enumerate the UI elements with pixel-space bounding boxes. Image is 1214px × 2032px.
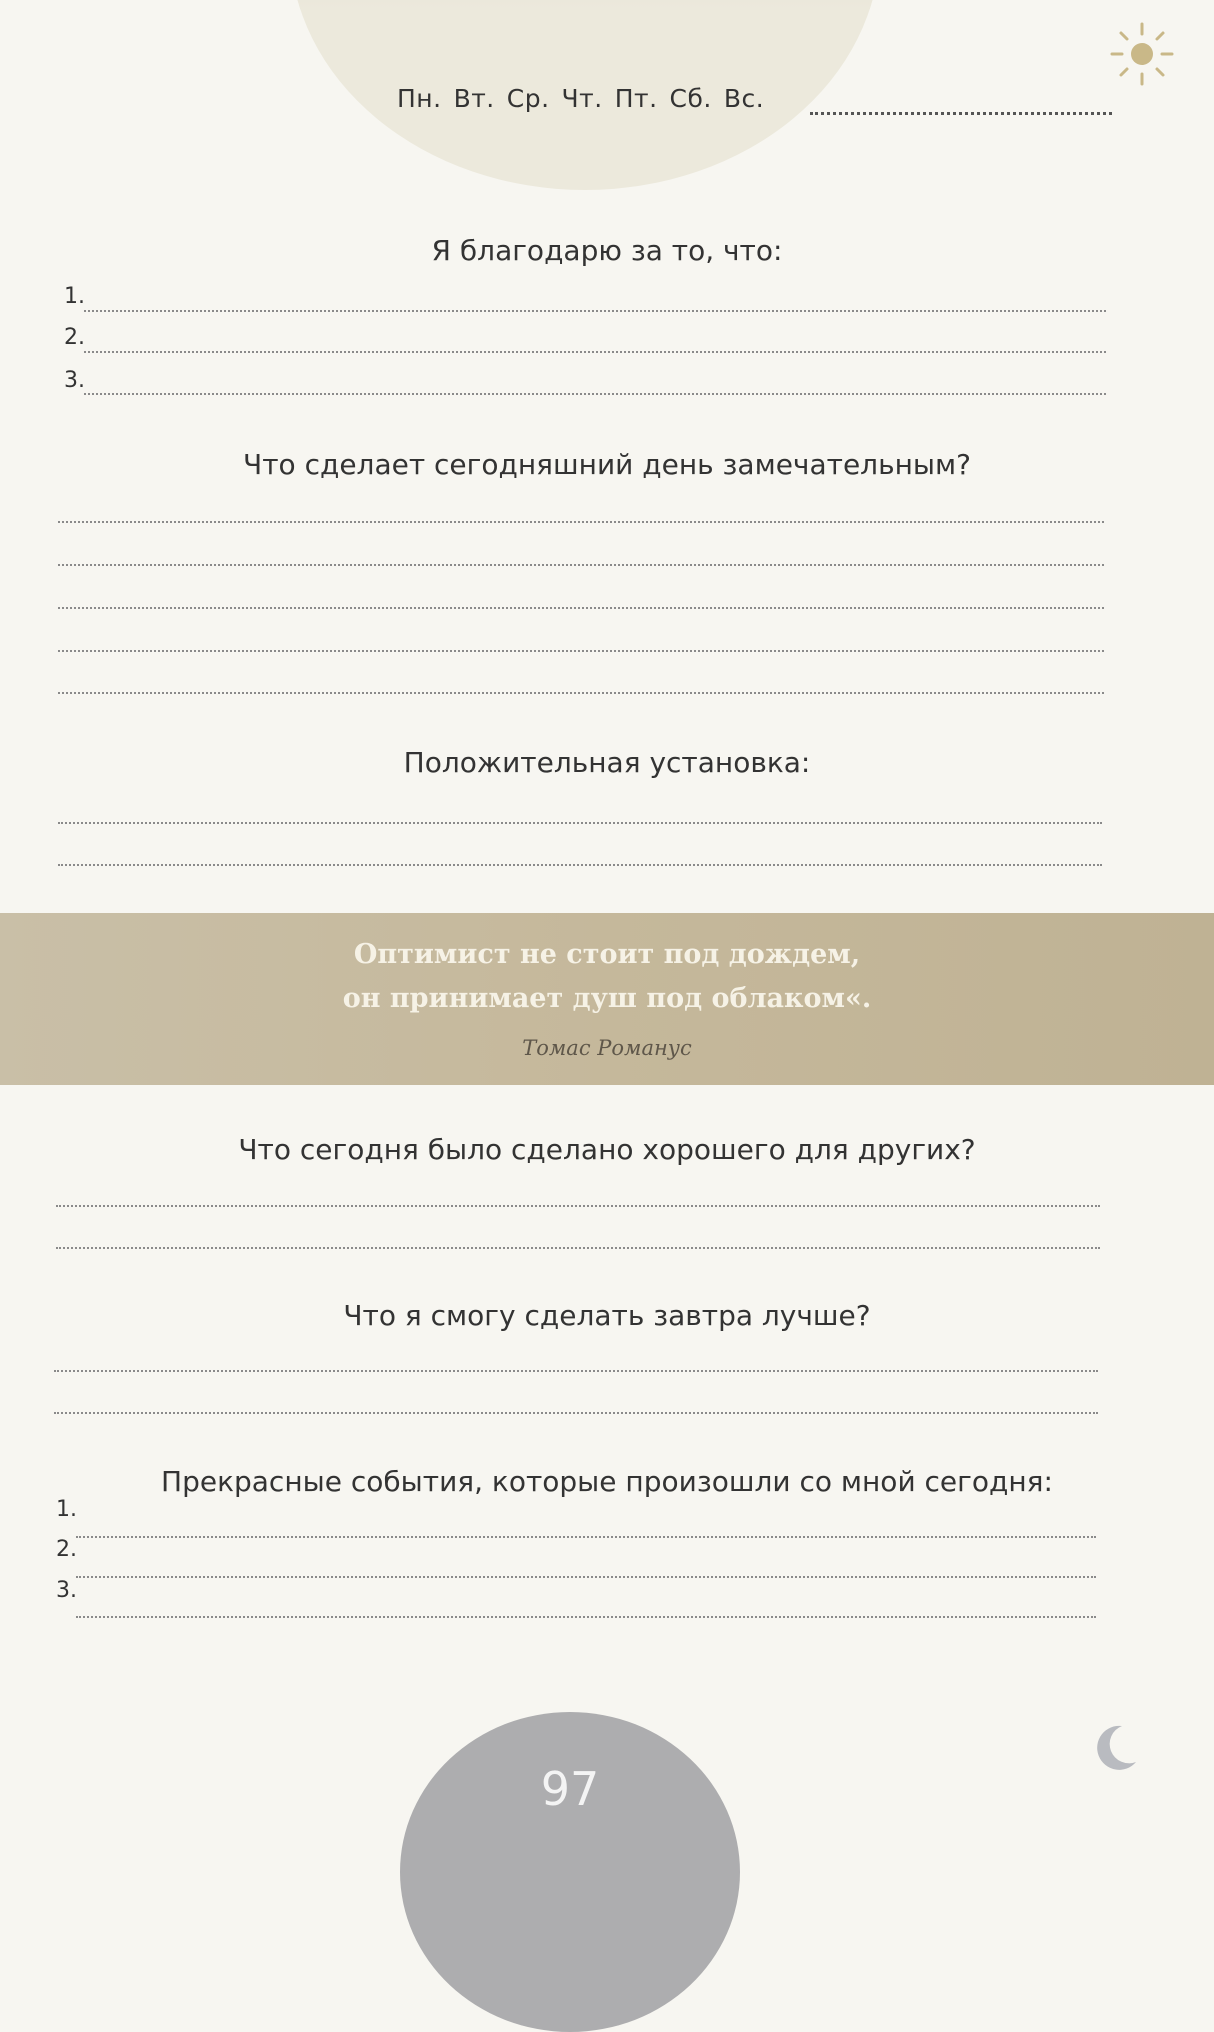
weekday-thu[interactable]: Чт.: [561, 84, 603, 113]
affirmation-line-1[interactable]: [58, 822, 1102, 824]
weekday-sun[interactable]: Вс.: [723, 84, 765, 113]
wonderful-day-line-1[interactable]: [58, 521, 1104, 523]
gratitude-line-1[interactable]: [84, 310, 1106, 312]
good-for-others-line-1[interactable]: [56, 1205, 1100, 1207]
quote-line-2: он принимает душ под облаком«.: [342, 983, 872, 1014]
gratitude-line-2[interactable]: [84, 351, 1106, 353]
great-events-number-3: 3.: [56, 1578, 77, 1603]
good-for-others-line-2[interactable]: [56, 1247, 1100, 1249]
great-events-heading: Прекрасные события, которые произошли со мной сегодня:: [161, 1465, 1053, 1498]
great-events-number-2: 2.: [56, 1537, 77, 1562]
quote-line-1: Оптимист не стоит под дождем,: [353, 939, 861, 970]
wonderful-day-line-5[interactable]: [58, 692, 1104, 694]
moon-icon: [1092, 1722, 1140, 1772]
wonderful-day-line-4[interactable]: [58, 650, 1104, 652]
great-events-line-1[interactable]: [76, 1536, 1096, 1538]
tomorrow-better-line-1[interactable]: [54, 1370, 1098, 1372]
wonderful-day-line-2[interactable]: [58, 564, 1104, 566]
great-events-line-3[interactable]: [76, 1616, 1096, 1618]
great-events-line-2[interactable]: [76, 1576, 1096, 1578]
gratitude-number-2: 2.: [64, 325, 85, 350]
wonderful-day-line-3[interactable]: [58, 607, 1104, 609]
gratitude-heading: Я благодарю за то, что:: [431, 234, 783, 267]
weekday-tue[interactable]: Вт.: [453, 84, 495, 113]
affirmation-line-2[interactable]: [58, 864, 1102, 866]
good-for-others-heading: Что сегодня было сделано хорошего для других?: [238, 1133, 976, 1166]
page-number-arc: [400, 1712, 740, 2032]
weekday-wed[interactable]: Ср.: [506, 84, 550, 113]
date-entry-line[interactable]: [810, 112, 1112, 115]
great-events-number-1: 1.: [56, 1497, 77, 1522]
gratitude-number-1: 1.: [64, 284, 85, 309]
weekday-sat[interactable]: Сб.: [669, 84, 712, 113]
tomorrow-better-heading: Что я смогу сделать завтра лучше?: [343, 1299, 871, 1332]
tomorrow-better-line-2[interactable]: [54, 1412, 1098, 1414]
page-number: 97: [540, 1762, 600, 1816]
weekday-mon[interactable]: Пн.: [397, 84, 442, 113]
weekday-row: [397, 84, 776, 113]
gratitude-number-3: 3.: [64, 368, 85, 393]
quote-author: Томас Романус: [522, 1036, 692, 1060]
affirmation-heading: Положительная установка:: [403, 746, 811, 779]
weekday-fri[interactable]: Пт.: [614, 84, 658, 113]
gratitude-line-3[interactable]: [84, 393, 1106, 395]
sun-icon: [1108, 20, 1176, 88]
wonderful-day-heading: Что сделает сегодняшний день замечательным?: [243, 448, 971, 481]
